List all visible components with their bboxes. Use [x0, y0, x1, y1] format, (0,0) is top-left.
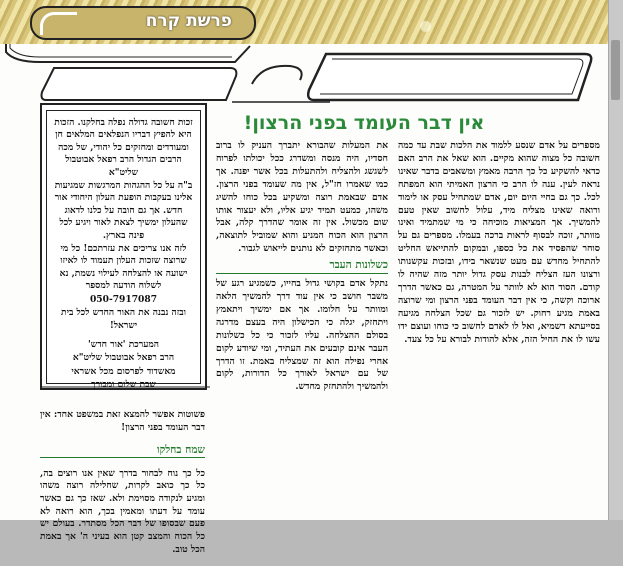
curl-ornament [252, 66, 302, 84]
middle-intro: את המעלות שהבורא יתברך העניק לו ברוב חסדיו, היה מנסה ומשדרג ככל יכולתו לפרוח לשגשג ולהצליח ולהתעלות בכל אשר יפנה. אך כמו שאמרו חז"ל, אין מה שעומד בפני הרצון. אדם שבאמת רוצה ומשקיע בכל כוחו להשיג משהו, כמעט תמיד יגיע אליו, ולא יעצור אותו שום מכשול. אין זה אומר שהדרך קלה, אבל הרצון הוא הכוח המניע והוא שמוביל לתוצאה, וכאשר מתחזקים לא נותנים לייאוש לגבור. [216, 140, 388, 255]
vertical-scrollbar[interactable] [608, 0, 623, 520]
decorative-frame-band [0, 44, 608, 104]
banner-frame-left-inner [10, 44, 232, 57]
left-notice [40, 400, 205, 566]
tab-box-small [42, 68, 237, 100]
sidebar-paragraph: לזה אנו צריכים את עזרתכם! כל מי שרוצה שזכות העלון תעמוד לו לאיזו ישועה או להצלחה לעילוי נשמת, נא לשלוח הודעה למספר [59, 243, 188, 292]
article-headline: אין דבר העומד בפני הרצון! [243, 112, 485, 134]
gold-banner [0, 0, 608, 44]
left-notice-body: כל כך נוח לבחור בדרך שאין אנו רוצים בה, כל כך כואב לקרות, שחלילה רוצה משהו ומגיע לנקודה מסוימת ולא. שאז כך גם כאשר עומד על דעתו ומאמין בכך, הוא רואה לא פעם שבסופו של דבר הכל מסתדר. בעולם יש כל הכוח והמצב קטן הוא בעיני ה' אך באמת הכל טוב. [40, 467, 205, 555]
divider [40, 384, 210, 390]
sidebar-paragraph: ב"ה על כל ההגהות המרגשות שמגיעות אלינו בעקבות הופעת העלון היחודי אור חדש. אך גם חובה על כלנו לדאוג שהעלון ימשיך לצאת לאור ויגיע לכל פינה בארץ. [54, 180, 193, 241]
parasha-title-tab [30, 6, 256, 40]
swirl-ornament-icon [40, 12, 77, 35]
middle-column [216, 140, 388, 520]
left-notice-text: פשוטות אפשר להמצא זאת במשפט אחד: אין דבר העומד בפני הרצון! [40, 409, 205, 433]
banner-frame-left [6, 44, 250, 62]
middle-body: נתקל אדם בקושי גדול בחייו, כשמגיע רגע של משבר חושב כי אין עוד דרך להמשיך הלאה ומוותר על חלומו. אך אם ימשיך ויתאמץ ויתחזק, יגלה כי הכישלון היה בעצם מדרגה בסולם ההצלחה. עליו לזכור כי כל כשלונות העבר אינם קובעים את העתיד, ומי שיודע לקום אחרי נפילה הוא זה שמצליח באמת. זו הדרך של עם ישראל לאורך כל הדורות, לקום ולהמשיך ולהתחזק מחדש. [216, 278, 388, 393]
tab-box-large [308, 54, 591, 100]
sidebar-phone: 050-7917087 [89, 293, 158, 305]
parasha-title: פרשת קרח [145, 11, 232, 31]
sidebar-paragraph: זכות חשובה גדולה נפלה בחלקנו. הזכות היא להפיץ דבריו הנפלאים המלאים חן ומעודדים ומחזקים כל יהודי, של מכה הרבים הגדול הרב רפאל אבוטבול שליט"א [54, 117, 193, 178]
signature-title: המערכת 'אור חדש' [88, 338, 159, 350]
sidebar-closing: ובזה נבנה את האור החדש לכל בית ישראל! [61, 307, 186, 331]
signature-line: שבת שלום ומבורך [91, 379, 156, 391]
sidebar-inner-frame [46, 110, 201, 391]
sidebar-notice-box [40, 103, 207, 390]
subhead-content: שמח בחלקו [40, 444, 205, 459]
signature-line: הרב רפאל אבוטבול שליט"א [72, 352, 175, 364]
subhead-past-failures: כשלונות העבר [216, 259, 388, 274]
signature-line: מאשדוד לפרסום מכל אשראי [71, 365, 176, 377]
scrollbar-thumb[interactable] [611, 40, 620, 100]
right-body: מספרים על אדם שנסע ללמוד את הלכות שבת עד כמה חשובה כל מצוה שהוא מקיים. הוא שאל את הרב האם כדאי להשקיע כל כך הרבה מאמץ ומשאבים בדבר שאינו נראה לעין. ענה לו הרב כי הרצון האמיתי הוא המפתח לכל. כך גם בחיי היום יום, אדם שמתחיל עסק או לימוד ורואה שאינו מצליח מיד, עלול לחשוב שאין טעם להמשיך. אך המציאות מוכיחה כי מי שמתמיד ואינו מוותר, זוכה לבסוף לראות ברכה בעמלו. מספרים גם על סוחר שהפסיד את כל כספו, ובמקום להתייאש החליט להתחיל מחדש עם מעט שנשאר בידו, ובזכות עקשנותו ורצונו העז הצליח לבנות עסק גדול יותר מזה שהיה לו קודם. הסוד הוא לא לוותר על המטרה, גם כאשר הדרך ארוכה וקשה, כי אין דבר העומד בפני הרצון ומי שרוצה באמת מגיע רחוק. יש לזכור גם שכל הצלחה מגיעה בסייעתא דשמיא, ואל לו לאדם לחשוב כי כוחו ועוצם ידו עשו לו את החיל הזה, אלא להודות לבורא על כל צעד. [398, 140, 600, 345]
right-column [398, 140, 600, 520]
